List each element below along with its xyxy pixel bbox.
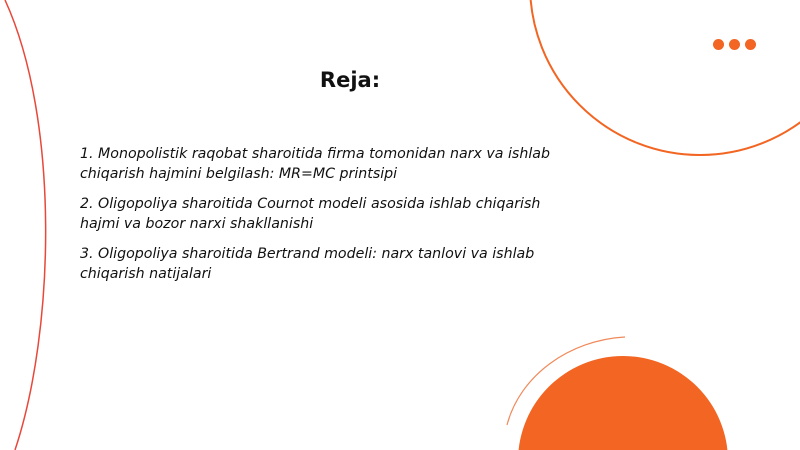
dot-decoration [745,39,756,50]
plan-item: 1. Monopolistik raqobat sharoitida firma tomonidan narx va ishlab chiqarish hajmini belgilash: MR=MC printsipi [80,146,550,182]
dot-decoration [713,39,724,50]
plan-item: 2. Oligopoliya sharoitida Cournot modeli asosida ishlab chiqarish hajmi va bozor narxi shakllanishi [80,196,541,232]
dot-decoration [729,39,740,50]
plan-item: 3. Oligopoliya sharoitida Bertrand modeli: narx tanlovi va ishlab chiqarish natijalari [80,246,535,282]
top-right-ring-decoration [530,0,800,155]
left-arc-decoration [5,0,46,450]
plan-list [80,144,580,294]
slide-title: Reja: [319,68,381,92]
bottom-thin-arc-decoration [507,337,625,425]
menu-dots-icon [713,39,757,51]
bottom-orange-circle-decoration [518,356,728,450]
